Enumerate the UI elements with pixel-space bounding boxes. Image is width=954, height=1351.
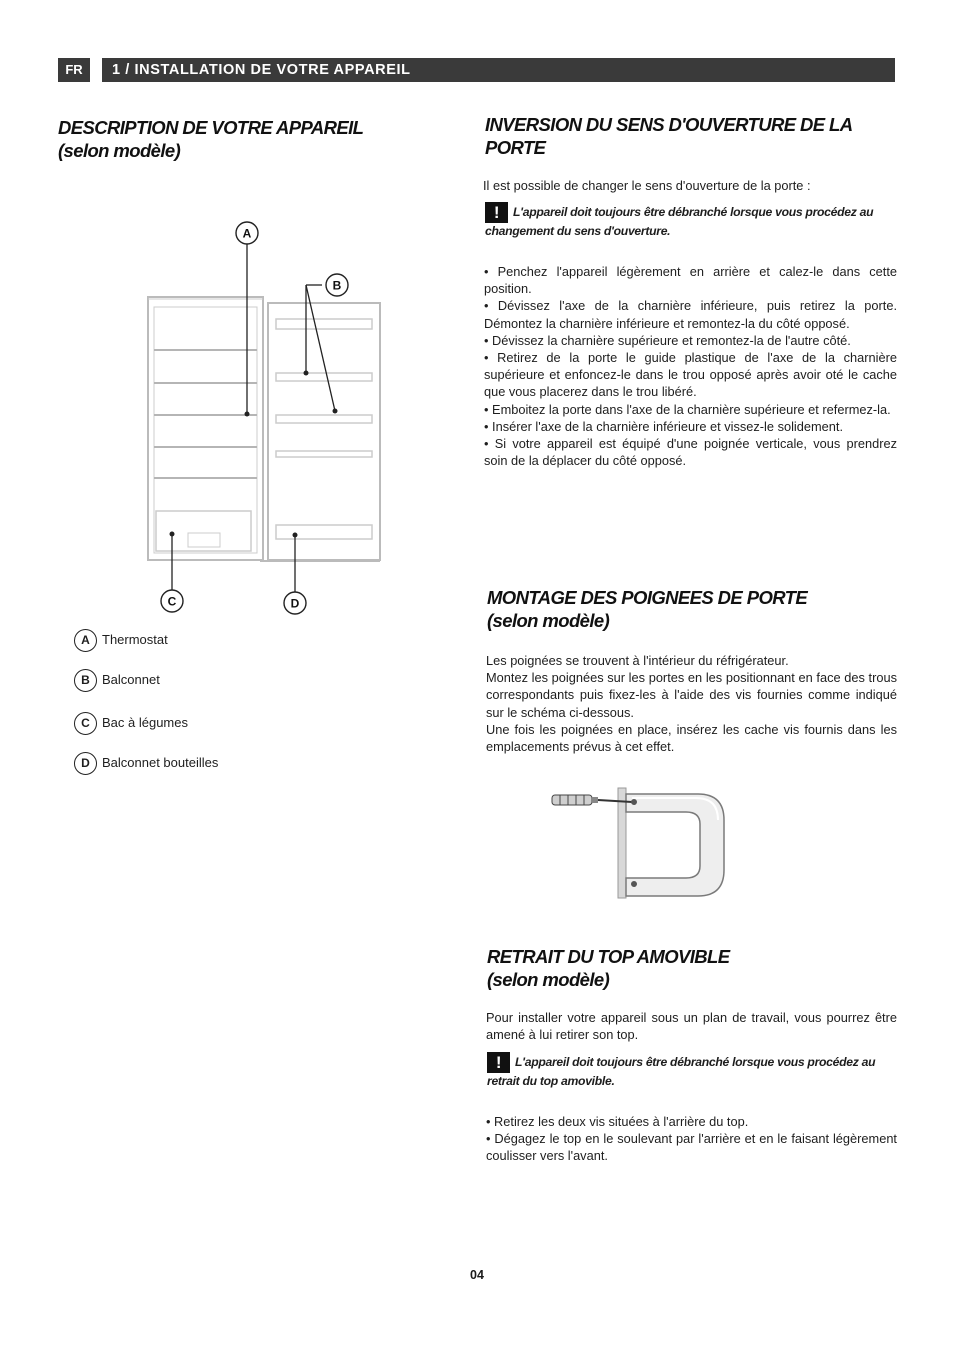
diagram-label-c: C <box>167 594 177 609</box>
inversion-warning: ! L'appareil doit toujours être débranché lorsque vous procédez au changement du sens d'ouverture. <box>485 203 874 238</box>
page-number: 04 <box>470 1268 484 1282</box>
list-item: • Si votre appareil est équipé d'une poignée verticale, vous prendrez soin de la déplacer du côté opposé. <box>484 436 897 469</box>
legend-item-bac-legumes: C Bac à légumes <box>74 711 188 735</box>
fridge-diagram <box>140 215 390 615</box>
door-handle-illustration <box>548 786 728 901</box>
section-header: 1 / INSTALLATION DE VOTRE APPAREIL <box>102 58 895 82</box>
diagram-label-d: D <box>290 596 300 611</box>
legend-letter: D <box>74 752 97 775</box>
list-item: • Insérer l'axe de la charnière inférieure et vissez-le solidement. <box>484 418 844 434</box>
list-item: • Penchez l'appareil légèrement en arrière et calez-le dans cette position. <box>484 264 897 297</box>
warning-icon: ! <box>487 1052 510 1073</box>
retrait-title: RETRAIT DU TOP AMOVIBLE (selon modèle) <box>487 946 730 990</box>
retrait-intro: Pour installer votre appareil sous un plan de travail, vous pourrez être amené à lui retirer son top. <box>486 1010 897 1043</box>
warning-icon: ! <box>485 202 508 223</box>
language-badge: FR <box>58 58 90 82</box>
list-item: • Dévissez la charnière supérieure et remontez-la de l'autre côté. <box>484 332 851 348</box>
list-item: • Emboitez la porte dans l'axe de la charnière supérieure et refermez-la. <box>484 401 891 417</box>
diagram-label-a: A <box>242 226 252 241</box>
inversion-steps <box>484 263 897 469</box>
legend-letter: B <box>74 669 97 692</box>
legend-item-balconnet: B Balconnet <box>74 668 160 692</box>
list-item: • Dégagez le top en le soulevant par l'arrière et en le faisant légèrement coulisser vers l'avant. <box>486 1131 897 1164</box>
description-title: DESCRIPTION DE VOTRE APPAREIL (selon modèle) <box>58 117 364 161</box>
inversion-title: INVERSION DU SENS D'OUVERTURE DE LA PORTE <box>485 114 853 158</box>
retrait-steps <box>486 1113 897 1165</box>
legend-item-thermostat: A Thermostat <box>74 628 168 652</box>
list-item: • Retirez les deux vis situées à l'arrière du top. <box>486 1114 749 1129</box>
legend-letter: C <box>74 712 97 735</box>
montage-title: MONTAGE DES POIGNEES DE PORTE (selon modèle) <box>487 587 808 631</box>
legend-letter: A <box>74 629 97 652</box>
legend-item-balconnet-bouteilles: D Balconnet bouteilles <box>74 751 218 775</box>
montage-text: Les poignées se trouvent à l'intérieur du réfrigérateur. Montez les poignées sur les portes en les positionnant en face des trous correspondants puis fixez-les à l'aide des vis fournies comme indiqué sur le schéma ci-dessous. Une fois les poignées en place, insérez les cache vis fournis dans les emplacements prévus à cet effet. <box>486 653 897 755</box>
inversion-intro: Il est possible de changer le sens d'ouverture de la porte : <box>483 178 811 193</box>
list-item: • Retirez de la porte le guide plastique de l'axe de la charnière supérieure et enfoncez-le dans le trou opposé après avoir oté le cache que vous placerez dans le trou libéré. <box>484 350 897 400</box>
diagram-label-b: B <box>332 278 342 293</box>
list-item: • Dévissez l'axe de la charnière inférieure, puis retirez la porte. Démontez la charnière inférieure et remontez-la du côté opposé. <box>484 298 897 331</box>
retrait-warning: ! L'appareil doit toujours être débranché lorsque vous procédez au retrait du top amovible. <box>487 1053 876 1088</box>
